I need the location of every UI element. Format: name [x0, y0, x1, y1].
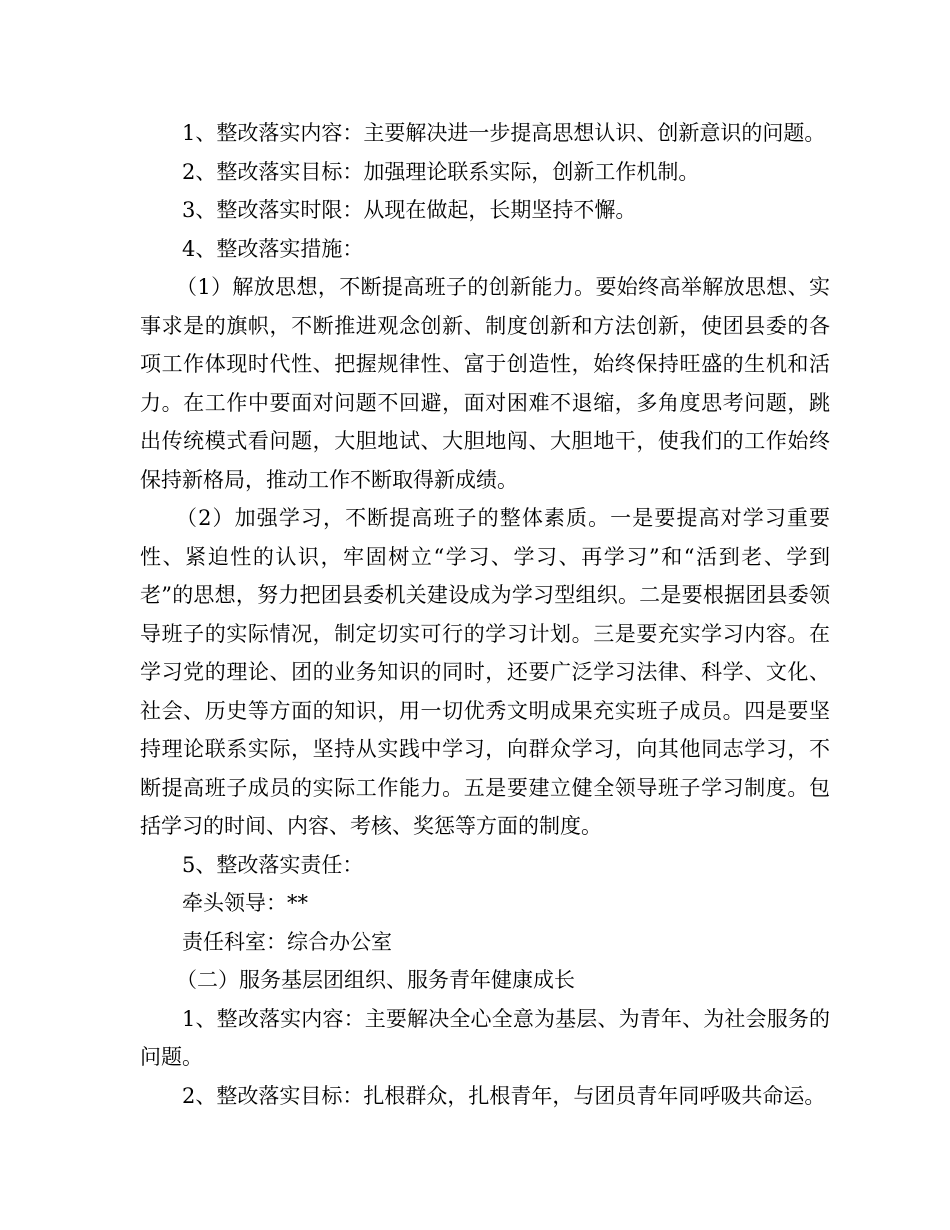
document-body — [140, 114, 830, 1115]
paragraph-rectification-goal-2: 2、整改落实目标：扎根群众，扎根青年，与团员青年同呼吸共命运。 — [182, 1083, 826, 1108]
paragraph-strengthen-learning: （2）加强学习，不断提高班子的整体素质。一是要提高对学习重要性、紧迫性的认识，牢固树立“学习、学习、再学习”和“活到老、学到老”的思想，努力把团县委机关建设成为学习型组织。二是要根据团县委领导班子的实际情况，制定切实可行的学习计划。三是要充实学习内容。在学习党的理论、团的业务知识的同时，还要广泛学习法律、科学、文化、社会、历史等方面的知识，用一切优秀文明成果充实班子成员。四是要坚持理论联系实际，坚持从实践中学习，向群众学习，向其他同志学习，不断提高班子成员的实际工作能力。五是要建立健全领导班子学习制度。包括学习的时间、内容、考核、奖惩等方面的制度。 — [140, 506, 830, 838]
paragraph-rectification-measures: 4、整改落实措施： — [182, 236, 364, 261]
paragraph-rectification-deadline: 3、整改落实时限：从现在做起，长期坚持不懈。 — [182, 198, 637, 222]
paragraph-rectification-content-2: 1、整改落实内容：主要解决全心全意为基层、为青年、为社会服务的问题。 — [140, 1006, 830, 1069]
paragraph-responsible-office: 责任科室：综合办公室 — [182, 929, 392, 954]
paragraph-rectification-goal-1: 2、整改落实目标：加强理论联系实际，创新工作机制。 — [182, 159, 700, 184]
section-heading-serve-grassroots: （二）服务基层团组织、服务青年健康成长 — [176, 968, 575, 992]
paragraph-lead-leader: 牵头领导：** — [182, 891, 308, 915]
paragraph-emancipate-mind: （1）解放思想，不断提高班子的创新能力。要始终高举解放思想、实事求是的旗帜，不断推进观念创新、制度创新和方法创新，使团县委的各项工作体现时代性、把握规律性、富于创造性，始终保持旺盛的生机和活力。在工作中要面对问题不回避，面对困难不退缩，多角度思考问题，跳出传统模式看问题，大胆地试、大胆地闯、大胆地干，使我们的工作始终保持新格局，推动工作不断取得新成绩。 — [140, 275, 830, 492]
paragraph-rectification-responsibility: 5、整改落实责任： — [182, 852, 364, 877]
paragraph-rectification-content-1: 1、整改落实内容：主要解决进一步提高思想认识、创新意识的问题。 — [182, 121, 826, 145]
